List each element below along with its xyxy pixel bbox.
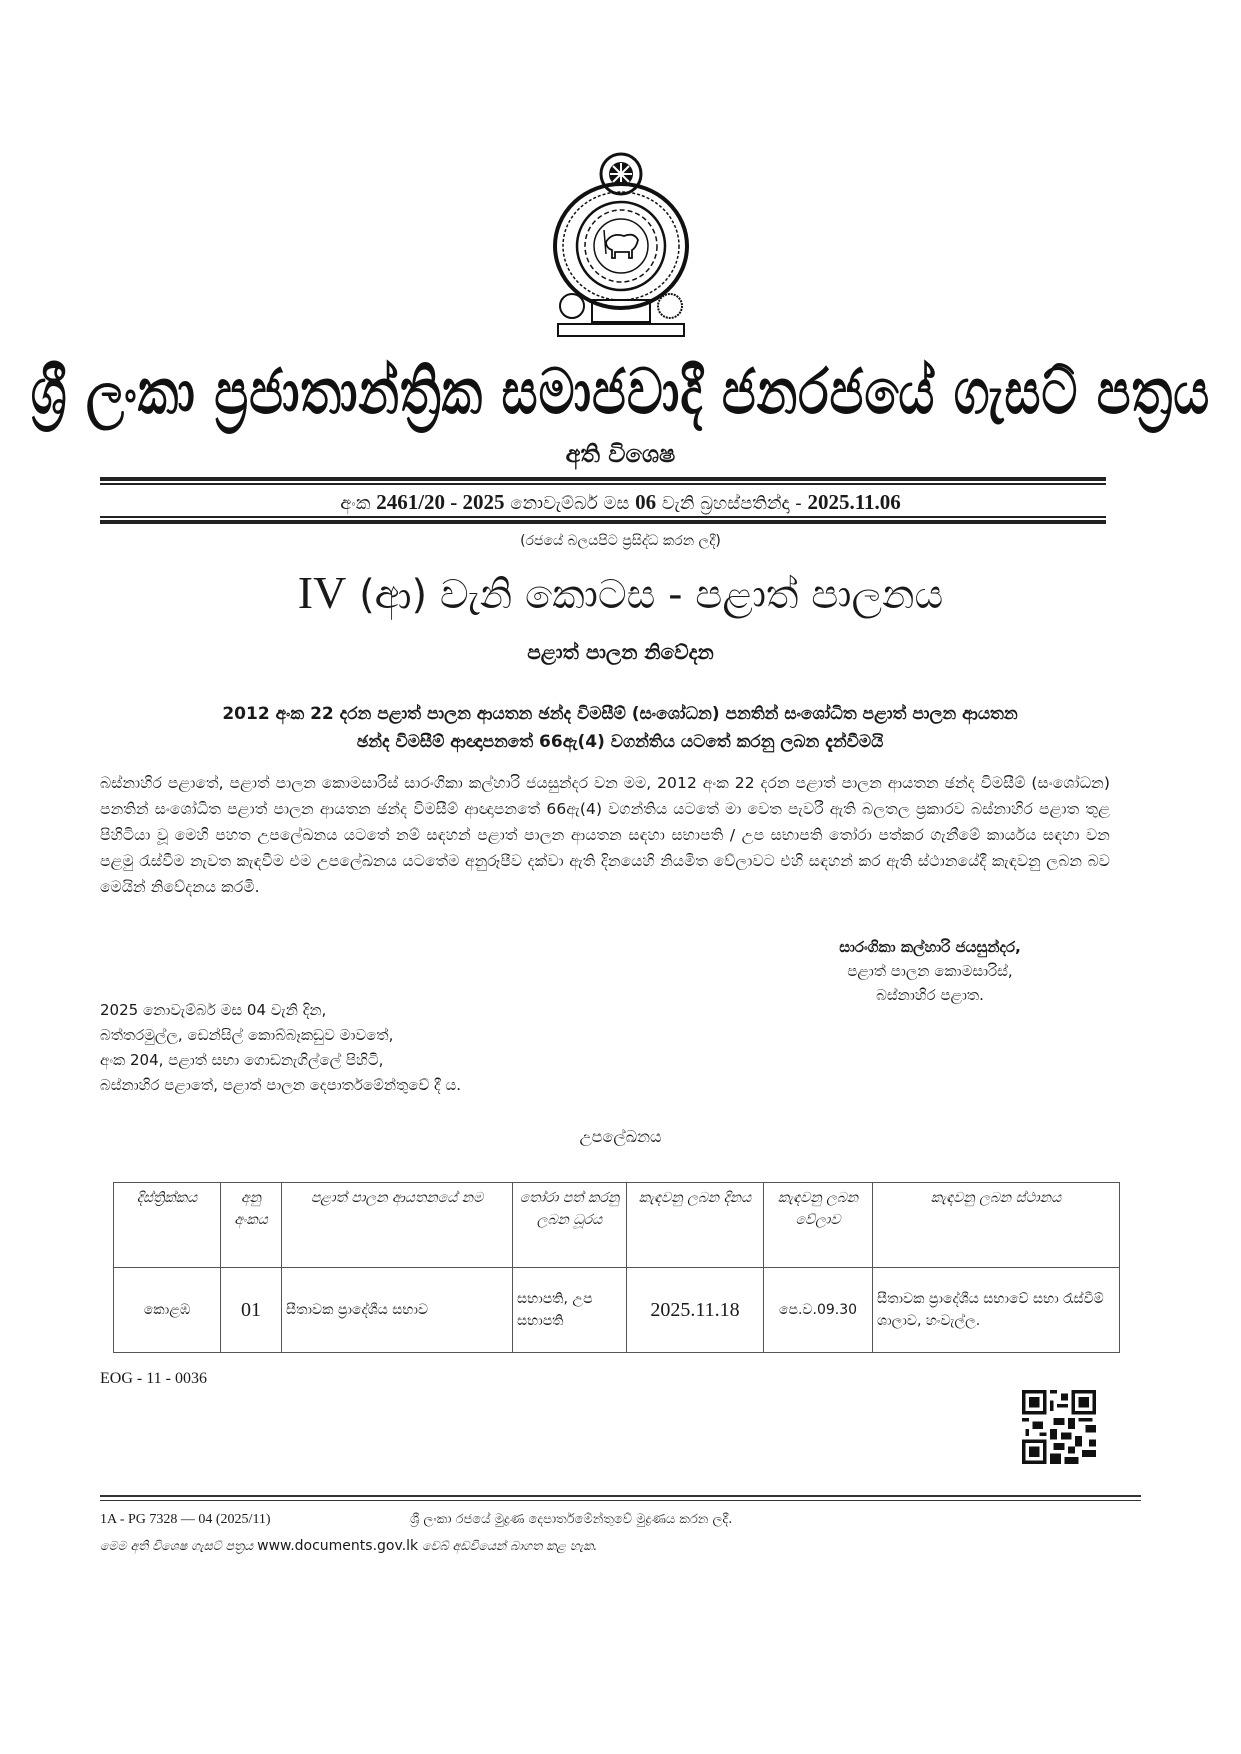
issue-number: 2461/20 - 2025: [376, 490, 505, 514]
column-header: පළාත් පාලන ආයතනයේ නම: [282, 1183, 513, 1268]
download-note-prefix: මෙම අති විශෙෂ ගැසට් පත්‍රය: [100, 1538, 254, 1553]
signatory-province: බස්නාහිර පළාත.: [876, 986, 984, 1004]
place-line: බස්නාහිර පළාතේ, පළාත් පාලන දෙපාර්තමේන්තුවේ දී ය.: [100, 1076, 462, 1094]
cell-date: 2025.11.18: [627, 1268, 764, 1353]
column-header: කැඳවනු ලබන වේලාව: [764, 1183, 873, 1268]
part-roman: IV: [297, 567, 347, 618]
divider: [100, 520, 1106, 524]
schedule-table: [113, 1182, 1120, 1353]
notice-body: බස්නාහිර පළාතේ, පළාත් පාලන කොමසාරිස් සාරංගිකා කල්හාරි ජයසුන්දර වන මම, 2012 අංක 22 දරන පළාත් පාලන ආයතන ඡන්ද විමසීම් (සංශෝධන) පනතින් සංශෝධිත පළාත් පාලන ආයතන ඡන්ද විමසීම් ආඥාපනතේ 66ඇ(4) වගන්තිය යටතේ මා වෙත පැවරී ඇති බලතල ප්‍රකාරව බස්නාහිර පළාත තුළ පිහිටියා වූ මෙහි පහත උපලේඛනය යටතේ නම් සඳහන් පළාත් පාලන ආයතන සඳහා සභාපති / උප සභාපති තෝරා පත්කර ගැනීමේ කාර්යය සඳහා වන පළමු රැස්වීම නැවත කැඳවීම එම උපලේඛනය යටතේම අනුරූපීව දක්වා ඇති දිනයෙහි නියමිත වේලාවට එහි සඳහන් කර ඇති ස්ථානයේදී කැඳවනු ලබන බව මෙයින් නිවේදනය කරමි.: [100, 774, 1110, 896]
signatory-name: සාරංගිකා කල්හාරි ජයසුන්දර,: [839, 938, 1021, 956]
cell-venue: සීතාවක ප්‍රාදේශීය සභාවේ සභා රැස්වීම් ශාලාව, හංවැල්ල.: [873, 1268, 1120, 1353]
signature-block: [780, 935, 1080, 1007]
column-header: දිස්ත්‍රික්කය: [114, 1183, 221, 1268]
issue-line: [0, 490, 1241, 515]
published-by-authority: (රජයේ බලයපිට ප්‍රසිද්ධ කරන ලදී): [520, 533, 721, 549]
cell-time: පෙ.ව.09.30: [764, 1268, 873, 1353]
schedule-label: උපලේඛනය: [579, 1127, 662, 1146]
column-header: තෝරා පත් කරනු ලබන ධූරය: [513, 1183, 627, 1268]
extraordinary-label: අති විශෙෂ: [565, 440, 676, 468]
column-header: කැඳවනු ලබන දිනය: [627, 1183, 764, 1268]
print-code: 1A - PG 7328 — 04 (2025/11): [100, 1512, 271, 1527]
table-header-row: [114, 1183, 1120, 1268]
cell-position: සභාපති, උප සභාපති: [513, 1268, 627, 1353]
place-line: බත්තරමුල්ල, ඩෙන්සිල් කොබ්බෑකඩුව මාවතේ,: [100, 1026, 394, 1044]
column-header: කැඳවනු ලබන ස්ථානය: [873, 1183, 1120, 1268]
issue-day: 06: [635, 490, 657, 514]
issue-date: 2025.11.06: [807, 490, 901, 514]
part-title: [0, 566, 1241, 619]
place-line: අංක 204, පළාත් සභා ගොඩනැගිල්ලේ පිහිටි,: [100, 1051, 384, 1069]
printer-note: ශ්‍රී ලංකා රජයේ මුද්‍රණ දෙපාර්තමේන්තුවේ මුද්‍රණය කරන ලදී.: [410, 1512, 733, 1527]
notice-heading: [120, 700, 1120, 756]
cell-authority: සීතාවක ප්‍රාදේශීය සභාව: [282, 1268, 513, 1353]
notice-heading-line: ඡන්ද විමසීම් ආඥාපනතේ 66ඇ(4) වගන්තිය යටතේ කරනු ලබන දැන්වීමයි: [356, 732, 884, 752]
place-line: 2025 නොවැම්බර් මස 04 වැනි දින,: [100, 1001, 327, 1019]
download-note-suffix: වෙබ් අඩවියෙන් බාගත කළ හැක.: [422, 1538, 598, 1553]
part-name: (ආ) වැනි කොටස - පළාත් පාලනය: [359, 572, 944, 618]
signatory-designation: පළාත් පාලන කොමසාරිස්,: [847, 962, 1013, 980]
divider: [100, 483, 1106, 485]
national-emblem-icon: [548, 150, 694, 340]
cell-district: කොළඹ: [114, 1268, 221, 1353]
place-and-date: [100, 998, 700, 1098]
website-link[interactable]: www.documents.gov.lk: [257, 1538, 419, 1554]
notice-heading-line: 2012 අංක 22 දරන පළාත් පාලන ආයතන ඡන්ද විමසීම් (සංශෝධන) පනතින් සංශෝධිත පළාත් පාලන ආයතන: [222, 704, 1018, 724]
gazette-title: ශ්‍රී ලංකා ප්‍රජාතාන්ත්‍රික සමාජවාදී ජනරජයේ ගැසට් පත්‍රය: [30, 355, 1211, 428]
cell-serial: 01: [221, 1268, 282, 1353]
footer-divider: [100, 1495, 1141, 1497]
notice-type: පළාත් පාලන නිවේදන: [527, 640, 714, 664]
qr-code-icon: [1022, 1390, 1096, 1464]
issue-weekday: වැනි බ්‍රහස්පතින්දා -: [661, 493, 802, 514]
column-header: අනු අංකය: [221, 1183, 282, 1268]
footer-divider: [100, 1500, 1141, 1501]
divider: [100, 477, 1106, 481]
issue-month: නොවැම්බර් මස: [510, 493, 630, 514]
issue-prefix: අංක: [340, 493, 371, 514]
table-row: [114, 1268, 1120, 1353]
reference-number: EOG - 11 - 0036: [100, 1370, 207, 1387]
divider: [100, 516, 1106, 518]
download-note: [100, 1538, 597, 1554]
